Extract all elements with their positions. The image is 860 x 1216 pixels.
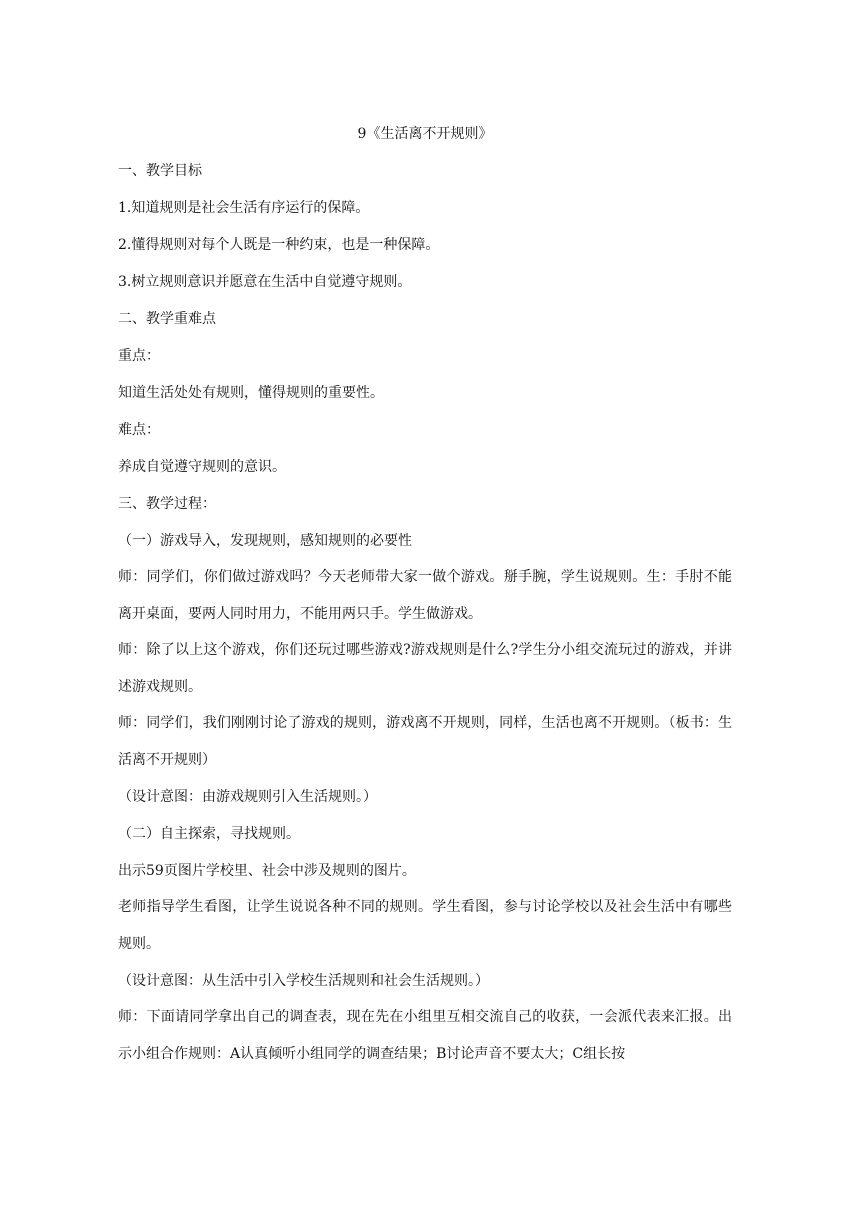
objective-2: 2.懂得规则对每个人既是一种约束，也是一种保障。 bbox=[118, 237, 440, 253]
section-heading-objectives: 一、教学目标 bbox=[118, 163, 202, 179]
difficulty-label: 难点： bbox=[118, 422, 160, 438]
process-paragraph-6: 师：下面请同学拿出自己的调查表，现在先在小组里互相交流自己的收获，一会派代表来汇报。出示小组合作规则：A认真倾听小组同学的调查结果；B讨论声音不要太大；C组长按 bbox=[118, 1009, 732, 1062]
section-heading-key-points: 二、教学重难点 bbox=[118, 311, 216, 327]
design-intent-1: （设计意图：由游戏规则引入生活规则。） bbox=[118, 789, 377, 805]
process-paragraph-3: 师：同学们，我们刚刚讨论了游戏的规则，游戏离不开规则，同样，生活也离不开规则。（板书：生活离不开规则） bbox=[118, 715, 732, 768]
key-point-text: 知道生活处处有规则，懂得规则的重要性。 bbox=[118, 385, 384, 401]
key-point-label: 重点： bbox=[118, 348, 160, 364]
objective-3: 3.树立规则意识并愿意在生活中自觉遵守规则。 bbox=[118, 274, 412, 290]
objective-1: 1.知道规则是社会生活有序运行的保障。 bbox=[118, 200, 370, 216]
section-heading-process: 三、教学过程： bbox=[118, 496, 216, 512]
document-title: 9《生活离不开规则》 bbox=[357, 126, 493, 142]
design-intent-2: （设计意图：从生活中引入学校生活规则和社会生活规则。） bbox=[118, 973, 489, 989]
subsection-heading-2: （二）自主探索，寻找规则。 bbox=[118, 826, 300, 842]
process-paragraph-2: 师：除了以上这个游戏，你们还玩过哪些游戏?游戏规则是什么?学生分小组交流玩过的游戏，并讲述游戏规则。 bbox=[118, 642, 732, 695]
process-paragraph-1: 师：同学们，你们做过游戏吗？今天老师带大家一做个游戏。掰手腕，学生说规则。生：手肘不能离开桌面，要两人同时用力，不能用两只手。学生做游戏。 bbox=[118, 569, 732, 622]
process-paragraph-4: 出示59页图片学校里、社会中涉及规则的图片。 bbox=[118, 863, 416, 879]
subsection-heading-1: （一）游戏导入，发现规则，感知规则的必要性 bbox=[118, 533, 412, 549]
difficulty-text: 养成自觉遵守规则的意识。 bbox=[118, 459, 286, 475]
document-body bbox=[118, 123, 732, 1080]
process-paragraph-5: 老师指导学生看图，让学生说说各种不同的规则。学生看图，参与讨论学校以及社会生活中有哪些规则。 bbox=[118, 899, 732, 952]
